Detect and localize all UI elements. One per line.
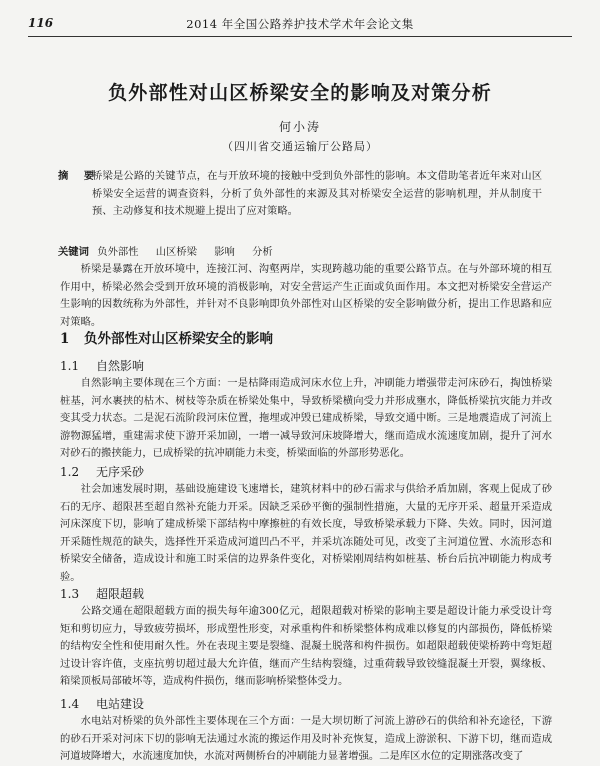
subsection-title: 自然影响 bbox=[96, 359, 145, 373]
subsection-body bbox=[60, 603, 552, 691]
subsection-title: 无序采砂 bbox=[96, 465, 145, 479]
section-number: 1 bbox=[60, 331, 70, 347]
subsection-heading bbox=[60, 357, 144, 374]
subsection-number: 1.1 bbox=[60, 359, 80, 373]
intro-text: 桥梁是暴露在开放环境中，连接江河、沟壑两岸，实现跨越功能的重要公路节点。在与外部环境的相互作用中，桥梁必然会受到开放环境的消极影响，对安全营运产生正面或负面作用。本文把对桥梁安全营运产生影响的因数统称为外部性，并针对不良影响即负外部性对山区桥梁的安全影响做分析，提出工作思路和应对策略。 bbox=[60, 263, 552, 328]
subsection-number: 1.2 bbox=[60, 465, 80, 479]
paragraph: 社会加速发展时期，基础设施建设飞速增长，建筑材料中的砂石需求与供给矛盾加剧，客观上促成了砂石的无序、超限甚至超自然补充能力开采。因缺乏采砂平衡的强制性措施，大量的无序开采、超量开采造成河床深度下切，影响了建成桥梁下部结构中摩擦桩的有效长度，导致桥梁承载力下降、失效。同时，因河道开采随性规范的缺失，选择性开采造成河道凹凸不平，并采坑冻随处可见，改变了主河道位置、水流形态和桥梁安全储备，造成设计和施工时采信的边界条件变化，对桥梁刚周结构如桩基、桥台后抗冲刷能力构成考验。 bbox=[60, 483, 552, 583]
abstract-text: 桥梁是公路的关键节点，在与开放环境的接触中受到负外部性的影响。本文借助笔者近年来对山区桥梁安全运营的调查资料，分析了负外部性的来源及其对桥梁安全运营的影响机理，并从制度干预、主动修复和技术规避上提出了应对策略。 bbox=[92, 170, 542, 217]
section-heading bbox=[60, 327, 273, 347]
keyword: 负外部性 bbox=[97, 246, 139, 258]
keyword: 影响 bbox=[214, 246, 235, 258]
subsection-title: 超限超载 bbox=[96, 587, 145, 601]
paragraph: 自然影响主要体现在三个方面：一是枯降雨造成河床水位上升，冲刷能力增强带走河床砂石，掏蚀桥梁桩基，河水裹挟的枯木、树枝等杂质在桥梁处集中，导致桥梁横向受力并形成壅水，降低桥梁抗灾能力并改变其受力状态。二是泥石流阶段河床位置，拖埋或冲毁已建成桥梁，导致交通中断。三是地震造成了河流上游物源猛增，重建需求使下游开采加剧，一增一减导致河床坡降增大，继而造成水流速度加剧，提升了河水对砂石的搬挟能力，已成桥梁的抗冲刷能力未变，桥梁面临的外部形势恶化。 bbox=[60, 377, 552, 459]
running-title: 2014 年全国公路养护技术学术年会论文集 bbox=[186, 17, 414, 31]
page-number: 116 bbox=[28, 16, 54, 30]
keywords-label: 关键词 bbox=[58, 246, 89, 258]
subsection-heading bbox=[60, 463, 144, 480]
paper-title: 负外部性对山区桥梁安全的影响及对策分析 bbox=[108, 82, 492, 104]
keyword: 分析 bbox=[252, 246, 273, 258]
subsection-heading bbox=[60, 695, 144, 712]
paragraph: 公路交通在超限超载方面的损失每年逾300亿元，超限超载对桥梁的影响主要是超设计能力承受设计弯矩和剪切应力，导致疲劳损坏，形成塑性形变，对承重构件和桥梁整体构成难以修复的内部损伤，降低桥梁的结构安全性和使用耐久性。外在表现主要是裂缝、混凝土脱落和构件损伤。如超限超载使梁桥跨中弯矩超过设计容许值，支座抗剪切超过最大允许值，继而产生结构裂缝，过重荷载导致铰缝混凝土开裂，翼缘板、箱梁顶板局部破坏等，造成构件损伤，继而影响桥梁整体受力。 bbox=[60, 605, 552, 687]
subsection-heading bbox=[60, 585, 144, 602]
section-title: 负外部性对山区桥梁安全的影响 bbox=[84, 331, 273, 347]
subsection-title: 电站建设 bbox=[96, 697, 145, 711]
abstract bbox=[58, 168, 542, 221]
subsection-number: 1.3 bbox=[60, 587, 80, 601]
keyword: 山区桥梁 bbox=[155, 246, 197, 258]
subsection-body bbox=[60, 481, 552, 586]
intro-paragraph bbox=[60, 261, 552, 331]
running-header bbox=[28, 14, 572, 37]
paragraph: 水电站对桥梁的负外部性主要体现在三个方面：一是大坝切断了河流上游砂石的供给和补充途径，下游的砂石开采对河床下切的影响无法通过水流的搬运作用及时补充恢复，造成上游淤积、下游下切，继而造成河道坡降增大，水流速度加快，水流对两侧桥台的冲刷能力显著增强。二是库区水位的定期涨落改变了 bbox=[60, 715, 552, 762]
keywords bbox=[58, 243, 542, 258]
subsection-body bbox=[60, 713, 552, 766]
author-name: 何小涛 bbox=[278, 120, 321, 134]
author-affiliation: （四川省交通运输厅公路局） bbox=[222, 140, 378, 153]
subsection-number: 1.4 bbox=[60, 697, 80, 711]
subsection-body bbox=[60, 375, 552, 463]
abstract-label: 摘 要 bbox=[58, 170, 101, 182]
